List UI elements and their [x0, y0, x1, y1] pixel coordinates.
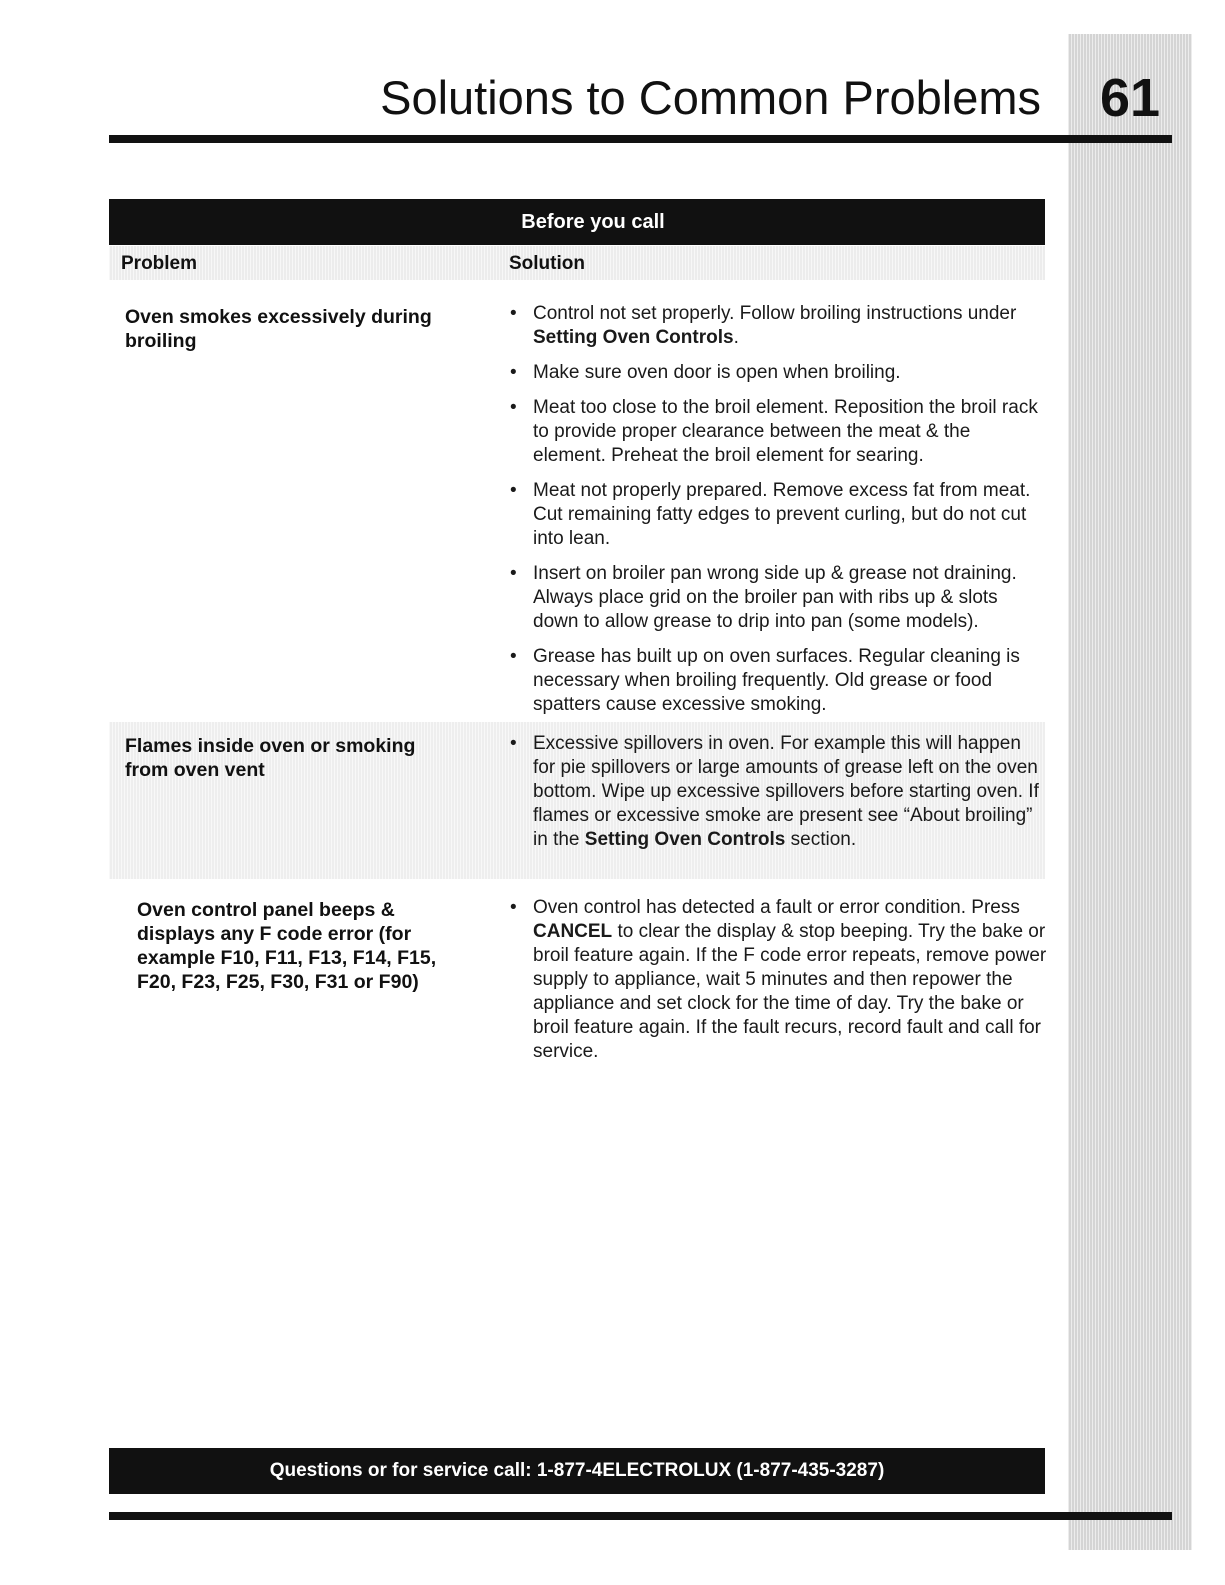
solution-text: Excessive spillovers in oven. For example this will happen for pie spillovers or large amounts of grease left on the oven bottom. Wipe up excessive spillovers before starting oven. If flames or excessive smoke are present see “About broiling” in the [533, 733, 1039, 850]
solution-item [507, 732, 1047, 852]
solution-item [507, 479, 1047, 551]
solution-text: Insert on broiler pan wrong side up & grease not draining. Always place grid on the broiler pan with ribs up & slots down to allow grease to drip into pan (some models). [533, 563, 1017, 632]
solution-item [507, 396, 1047, 468]
side-tab [1068, 34, 1192, 1550]
solution-list-row-2 [507, 732, 1047, 863]
page-number: 61 [1099, 68, 1161, 128]
table-banner-text: Before you call [521, 211, 665, 233]
service-banner [109, 1448, 1045, 1494]
problem-row-2: Flames inside oven or smoking from oven vent [125, 735, 416, 781]
solution-item [507, 302, 1047, 350]
column-header-problem: Problem [121, 253, 198, 274]
footer-rule [109, 1512, 1172, 1520]
solution-text: Meat not properly prepared. Remove excess fat from meat. Cut remaining fatty edges to prevent curling, but do not cut into lean. [533, 480, 1031, 549]
solution-list-row-1 [507, 302, 1047, 728]
solution-text: Make sure oven door is open when broiling. [533, 362, 901, 383]
solution-item [507, 562, 1047, 634]
solution-text: Control not set properly. Follow broiling instructions under [533, 303, 1017, 324]
solution-text: Grease has built up on oven surfaces. Regular cleaning is necessary when broiling frequently. Old grease or food spatters cause excessive smoking. [533, 646, 1020, 715]
solution-text: Meat too close to the broil element. Reposition the broil rack to provide proper clearance between the meat & the element. Preheat the broil element for searing. [533, 397, 1038, 466]
solution-item [507, 361, 1047, 385]
solution-item [507, 645, 1047, 717]
column-header-solution: Solution [509, 253, 585, 274]
column-header-row [109, 246, 1045, 280]
solution-text: to clear the display & stop beeping. Try the bake or broil feature again. If the F code error repeats, remove power supply to appliance, wait 5 minutes and then repower the appliance and set clock for the time of day. Try the bake or broil feature again. If the fault recurs, record fault and call for service. [533, 921, 1047, 1062]
solution-item [507, 896, 1047, 1064]
page-title: Solutions to Common Problems [380, 71, 1041, 124]
header-rule [109, 135, 1172, 143]
problem-row-3: Oven control panel beeps & displays any F code error (for example F10, F11, F13, F14, F15, F20, F23, F25, F30, F31 or F90) [137, 899, 437, 993]
problem-row-1: Oven smokes excessively during broiling [125, 306, 432, 352]
solution-bold-ref: Setting Oven Controls [584, 829, 786, 850]
solution-suffix: . [733, 327, 739, 348]
solution-suffix: section. [790, 829, 857, 850]
solution-bold-key: CANCEL [533, 921, 613, 942]
table-banner [109, 199, 1045, 245]
service-banner-text: Questions or for service call: 1-877-4ELECTROLUX (1-877-435-3287) [269, 1460, 885, 1481]
solution-text: Oven control has detected a fault or error condition. Press [533, 897, 1020, 918]
solution-list-row-3 [507, 896, 1047, 1075]
solution-bold-ref: Setting Oven Controls [533, 327, 734, 348]
